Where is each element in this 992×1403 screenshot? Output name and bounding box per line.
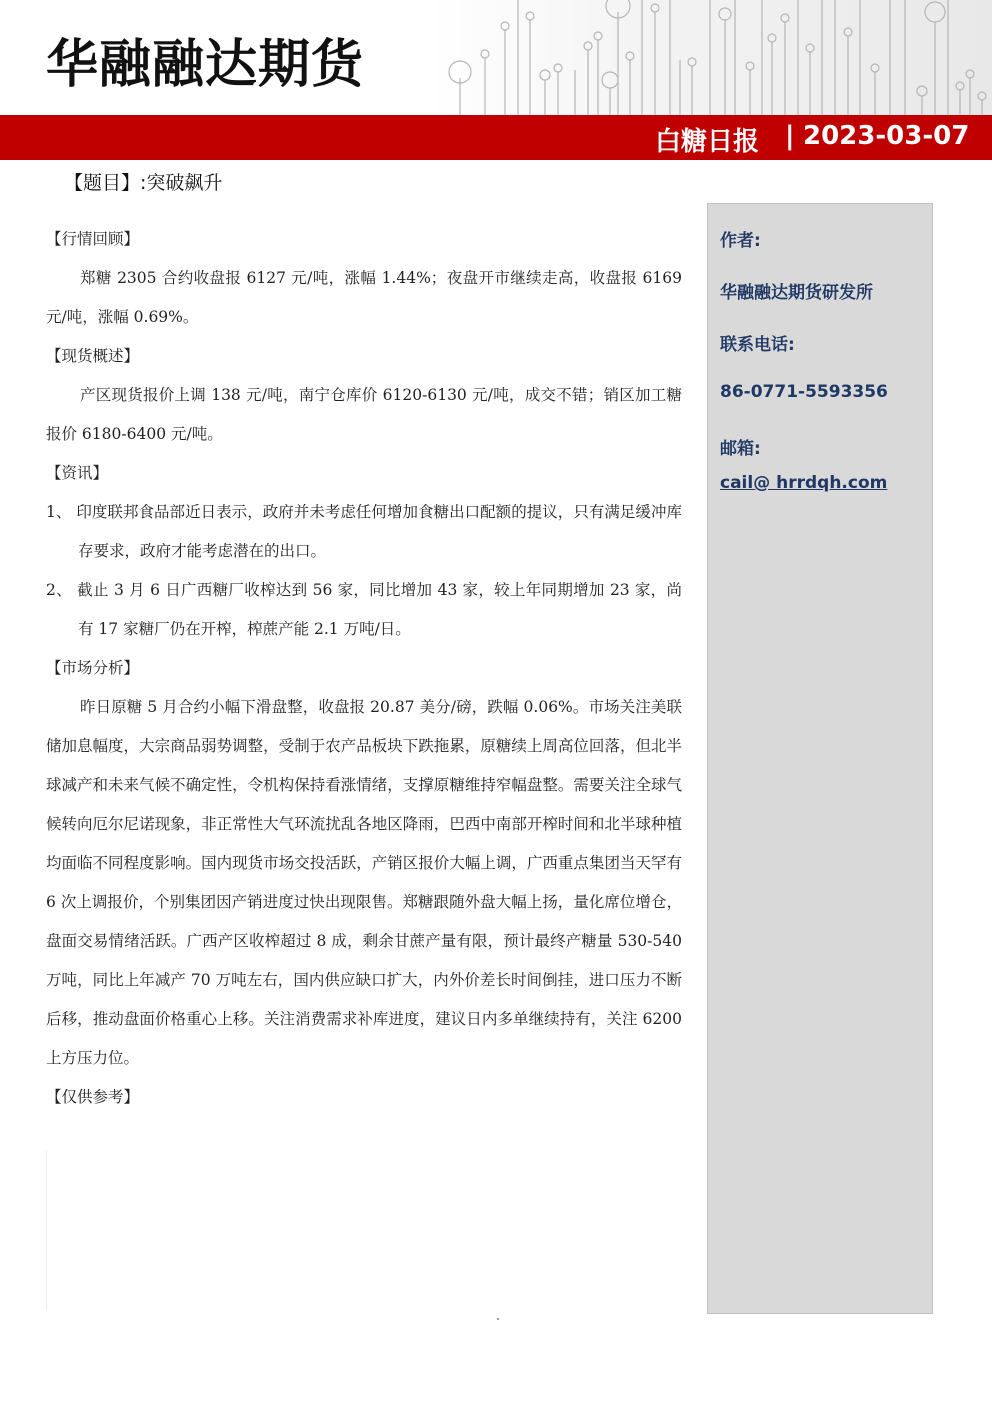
divider bbox=[497, 1318, 499, 1320]
section-heading-analysis: 【市场分析】 bbox=[46, 659, 140, 677]
section-heading-news: 【资讯】 bbox=[46, 464, 109, 482]
divider bbox=[46, 1150, 47, 1310]
email-link[interactable]: cail@ hrrdqh.com bbox=[720, 473, 888, 493]
topic-text: 突破飙升 bbox=[146, 172, 223, 194]
brand-logo-text: 华融融达期货 bbox=[46, 35, 365, 95]
review-text: 郑糖 2305 合约收盘报 6127 元/吨，涨幅 1.44%；夜盘开市继续走高，收盘报 6169 元/吨，涨幅 0.69%。 bbox=[46, 269, 682, 326]
phone-label: 联系电话: bbox=[720, 335, 795, 355]
decorative-bubble-graphic bbox=[430, 0, 992, 115]
news-item-1: 1、 印度联邦食品部近日表示，政府并未考虑任何增加食糖出口配额的提议，只有满足缓冲库存要求，政府才能考虑潜在的出口。 bbox=[46, 503, 682, 560]
section-heading-reference: 【仅供参考】 bbox=[46, 1088, 140, 1106]
phone-number: 86-0771-5593356 bbox=[720, 382, 888, 402]
topic-line bbox=[64, 168, 222, 195]
analysis-text: 昨日原糖 5 月合约小幅下滑盘整，收盘报 20.87 美分/磅，跌幅 0.06%。市场关注美联储加息幅度，大宗商品弱势调整，受制于农产品板块下跌拖累，原糖续上周高位回落，但北半球减产和未来气候不确定性，令机构保持看涨情绪，支撑原糖维持窄幅盘整。需要关注全球气候转向厄尔尼诺现象，非正常性大气环流扰乱各地区降雨，巴西中南部开榨时间和北半球种植均面临不同程度影响。国内现货市场交投活跃，产销区报价大幅上调，广西重点集团当天罕有 6 次上调报价，个别集团因产销进度过快出现限售。郑糖跟随外盘大幅上扬，量化席位增仓，盘面交易情绪活跃。广西产区收榨超过 8 成，剩余甘蔗产量有限，预计最终产糖量 530-540 万吨，同比上年减产 70 万吨左右，国内供应缺口扩大，内外价差长时间倒挂，进口压力不断后移，推动盘面价格重心上移。关注消费需求补库进度，建议日内多单继续持有，关注 6200 上方压力位。 bbox=[46, 698, 682, 1067]
topic-label: 【题目】: bbox=[64, 172, 147, 194]
email-label: 邮箱: bbox=[720, 439, 761, 459]
contact-sidebar bbox=[707, 203, 933, 1314]
author-label: 作者: bbox=[720, 231, 761, 251]
section-heading-spot: 【现货概述】 bbox=[46, 347, 140, 365]
report-title: 白糖日报 bbox=[654, 127, 759, 157]
section-heading-review: 【行情回顾】 bbox=[46, 230, 140, 248]
spot-text: 产区现货报价上调 138 元/吨，南宁仓库价 6120-6130 元/吨，成交不错；销区加工糖报价 6180-6400 元/吨。 bbox=[46, 386, 682, 443]
header bbox=[0, 0, 992, 115]
report-body bbox=[46, 220, 682, 1117]
news-item-2: 2、 截止 3 月 6 日广西糖厂收榨达到 56 家，同比增加 43 家，较上年同期增加 23 家，尚有 17 家糖厂仍在开榨，榨蔗产能 2.1 万吨/日。 bbox=[46, 581, 682, 638]
title-separator: | bbox=[785, 121, 795, 151]
author-name: 华融融达期货研发所 bbox=[720, 283, 873, 303]
report-title-bar bbox=[0, 115, 992, 160]
report-date: 2023-03-07 bbox=[803, 121, 970, 151]
